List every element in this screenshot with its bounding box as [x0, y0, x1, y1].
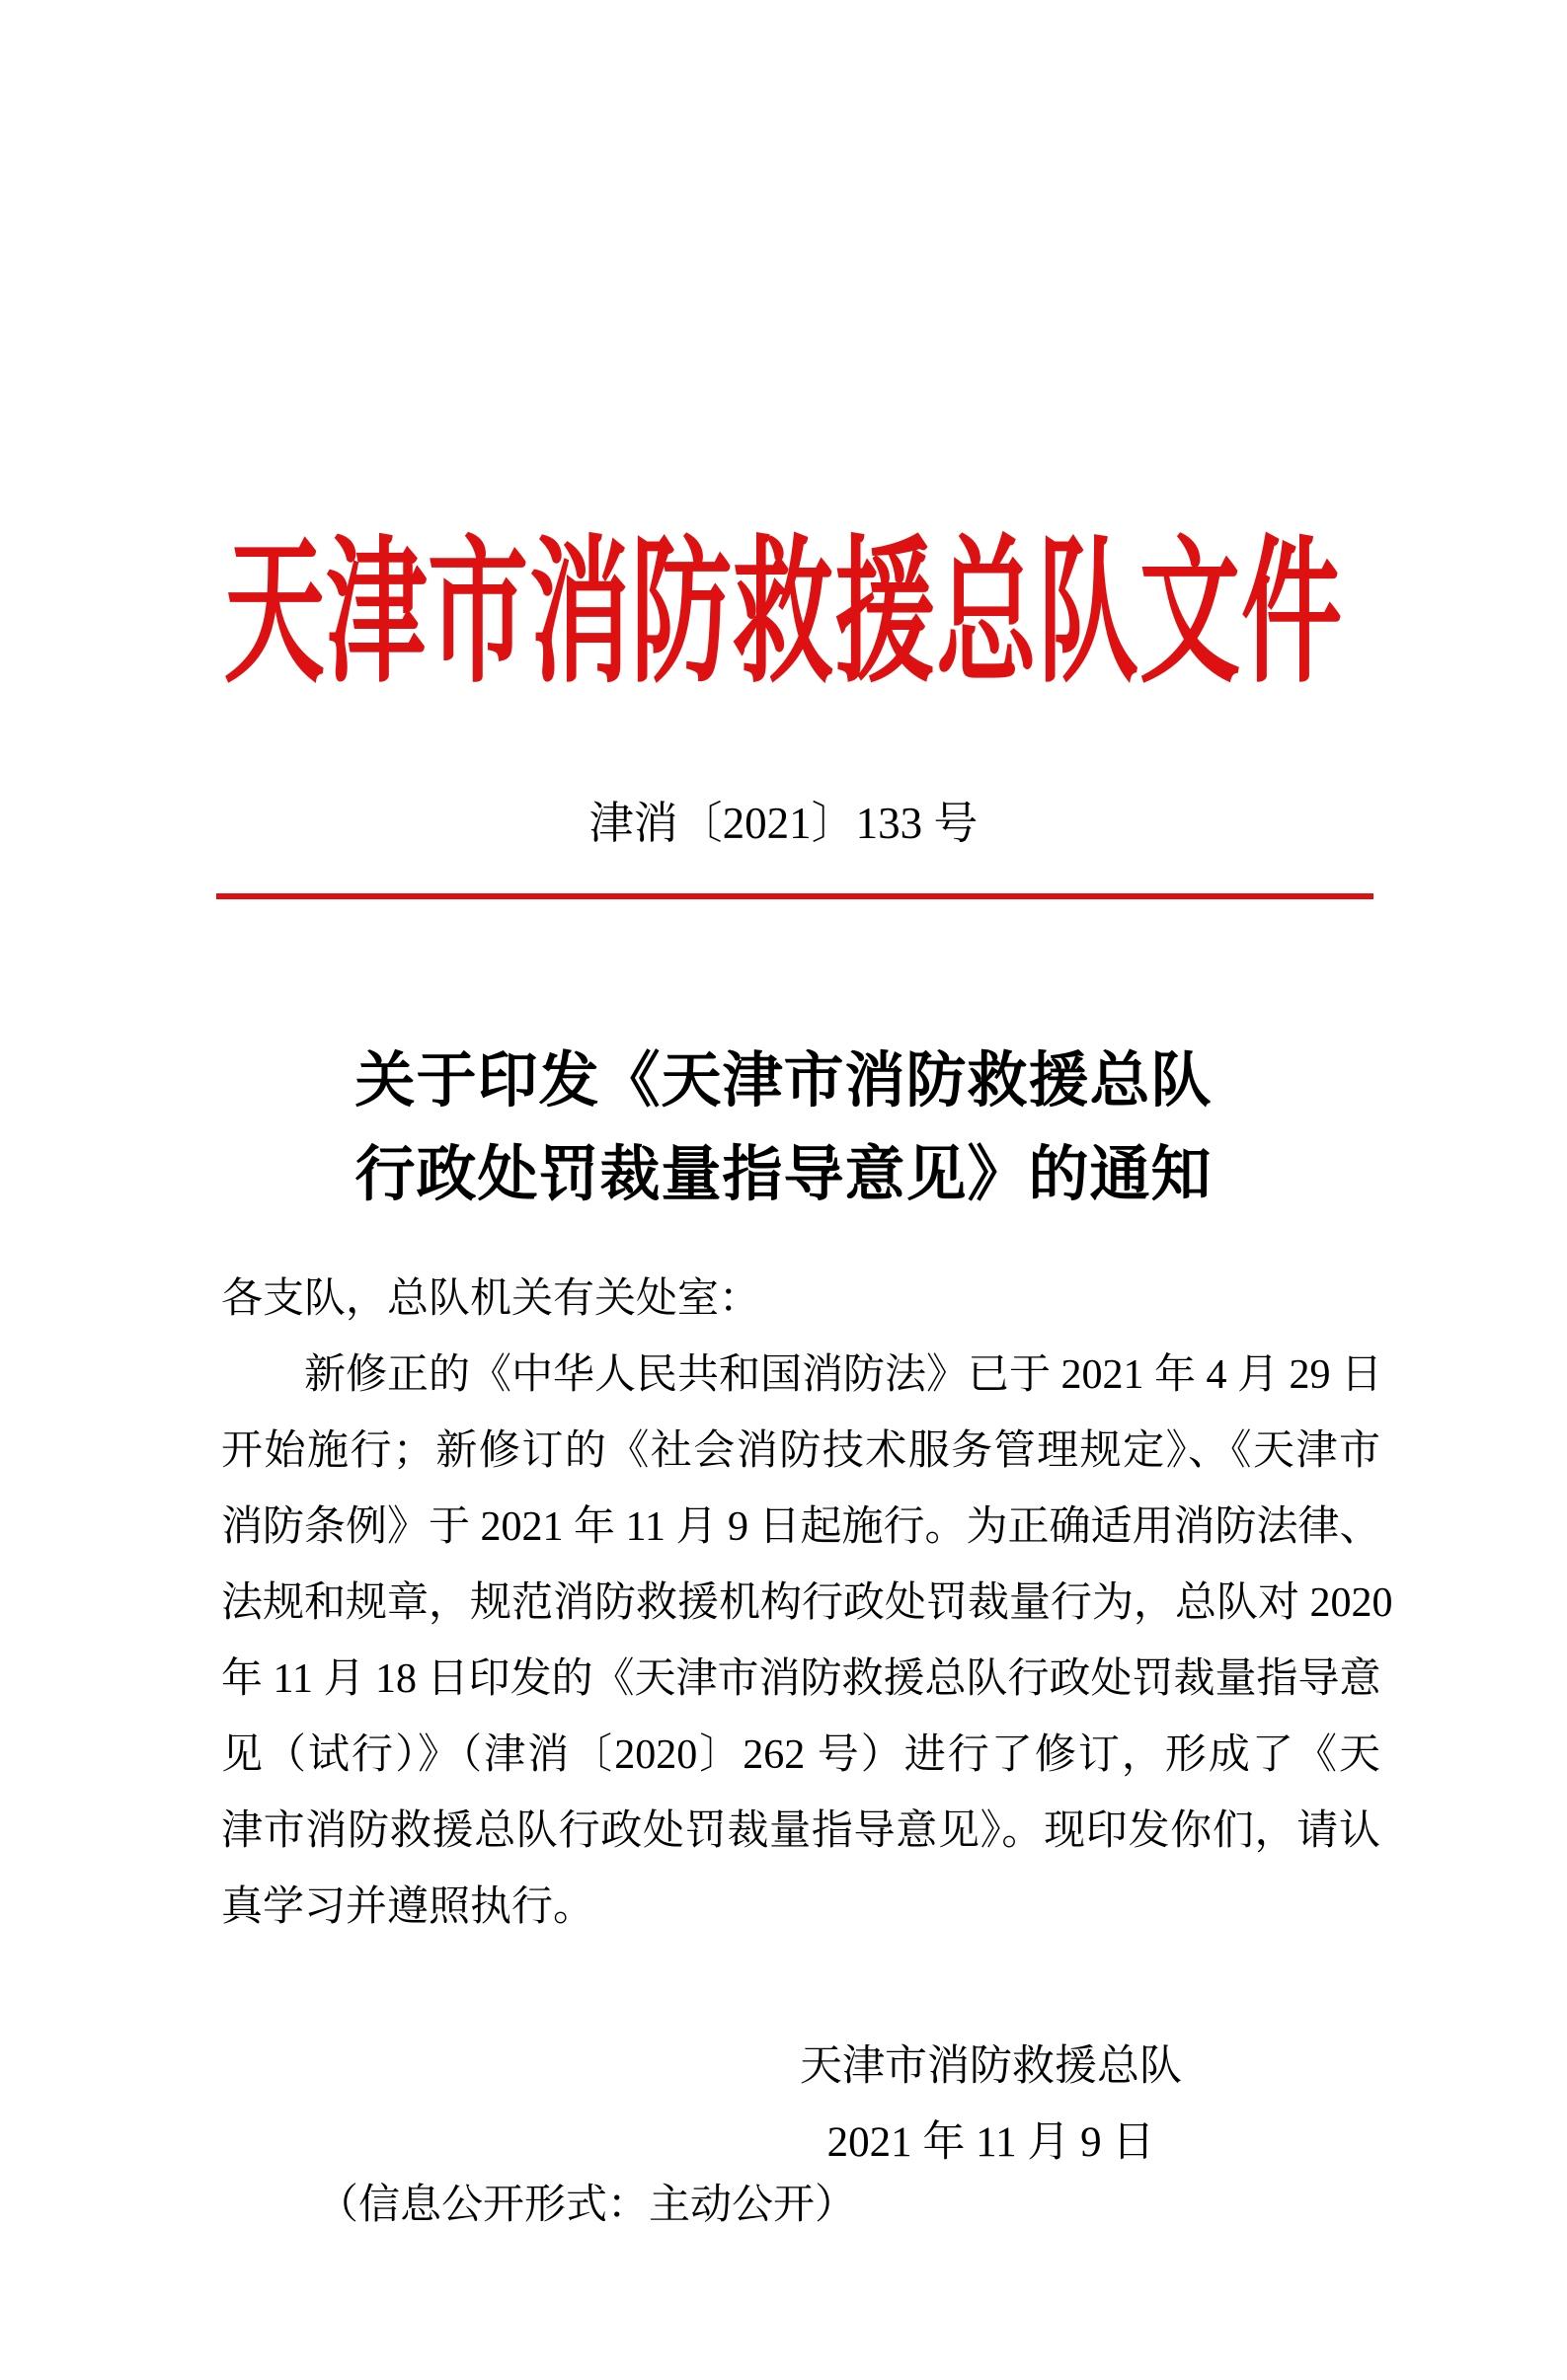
- signature-org: 天津市消防救援总队: [800, 2043, 1182, 2090]
- signature-date: 2021 年 11 月 9 日: [826, 2119, 1155, 2166]
- paragraph-line: 法规和规章，规范消防救援机构行政处罚裁量行为，总队对 2020: [221, 1580, 1393, 1626]
- doc-title-line2: 行政处罚裁量指导意见》的通知: [354, 1142, 1213, 1208]
- paragraph-line: 真学习并遵照执行。: [221, 1884, 595, 1930]
- red-divider-line: [216, 893, 1373, 899]
- doc-title-line1: 关于印发《天津市消防救援总队: [354, 1048, 1213, 1114]
- disclosure-note: （信息公开形式：主动公开）: [317, 2183, 857, 2228]
- doc-title: [0, 1035, 1567, 1222]
- paragraph-line: 新修正的《中华人民共和国消防法》已于 2021 年 4 月 29 日: [304, 1352, 1383, 1398]
- paragraph-line: 见（试行）》（津消〔2020〕262 号）进行了修订，形成了《天: [221, 1732, 1380, 1778]
- document-body: [221, 1262, 1393, 1946]
- paragraph-line: 消防条例》于 2021 年 11 月 9 日起施行。为正确适用消防法律、: [221, 1504, 1381, 1550]
- paragraph-line: 津市消防救援总队行政处罚裁量指导意见》。现印发你们，请认: [221, 1808, 1380, 1854]
- signature-block: [800, 2029, 1182, 2181]
- paragraph-line: 年 11 月 18 日印发的《天津市消防救援总队行政处罚裁量指导意: [221, 1656, 1381, 1702]
- paragraph-line: 开始施行；新修订的《社会消防技术服务管理规定》、《天津市: [221, 1428, 1380, 1474]
- letterhead-org-title: 天津市消防救援总队文件: [224, 527, 1343, 703]
- doc-number: 津消〔2021〕133 号: [588, 799, 979, 848]
- salutation: 各支队，总队机关有关处室：: [221, 1276, 761, 1322]
